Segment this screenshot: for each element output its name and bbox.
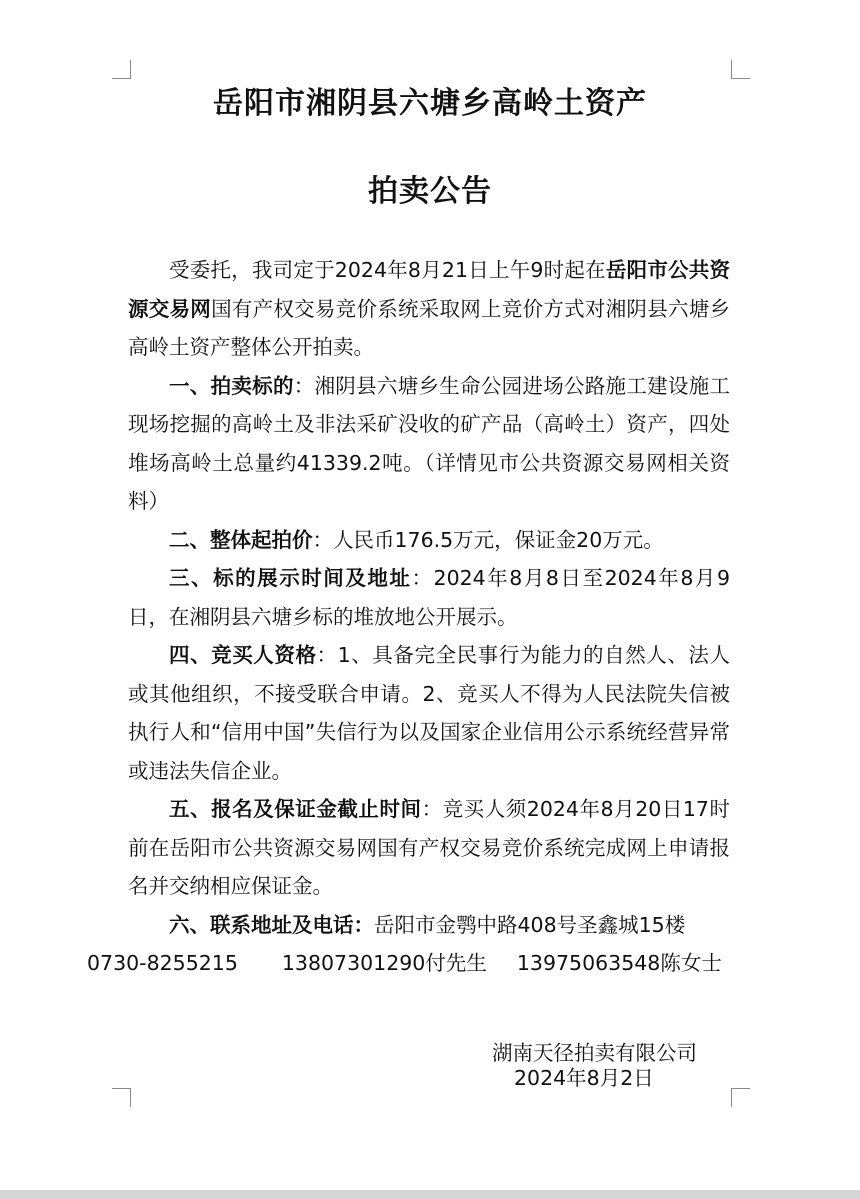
section-3-content: ：2024年8月8日至2024年8月9日，在湘阴县六塘乡标的堆放地公开展示。 — [128, 566, 731, 629]
section-5-heading: 五、报名及保证金截止时间 — [169, 797, 422, 821]
contact-address: 岳阳市金鹗中路408号圣鑫城15楼 — [374, 912, 686, 937]
section-3-heading: 三、标的展示时间及地址 — [169, 566, 412, 590]
section-4-paragraph — [128, 636, 730, 790]
corner-mark-bottom-left — [112, 1088, 131, 1107]
contact-phone-office: 0730-8255215 — [87, 951, 238, 975]
section-1-paragraph — [128, 367, 730, 521]
contact-phone-fu: 13807301290付先生 — [281, 951, 487, 975]
intro-paragraph — [128, 251, 730, 367]
section-5-paragraph — [128, 790, 730, 906]
contact-phone-chen: 13975063548陈女士 — [516, 951, 722, 975]
section-1-content: ：湘阴县六塘乡生命公园进场公路施工建设施工现场挖掘的高岭土及非法采矿没收的矿产品（高岭土）资产，四处堆场高岭土总量约41339.2吨。（详情见市公共资源交易网相关资料） — [128, 373, 731, 513]
signature-company: 湖南天径拍卖有限公司 — [492, 1041, 697, 1065]
section-3-paragraph — [128, 559, 730, 636]
section-1-heading: 一、拍卖标的 — [169, 373, 294, 398]
corner-mark-top-left — [112, 60, 131, 79]
contact-paragraph — [87, 906, 730, 983]
bottom-scroll-band — [0, 1190, 860, 1199]
section-4-heading: 四、竞买人资格 — [169, 643, 317, 667]
section-2-content: ：人民币176.5万元，保证金20万元。 — [312, 527, 664, 552]
section-4-content: ：1、具备完全民事行为能力的自然人、法人或其他组织，不接受联合申请。2、竞买人不得为人民法院失信被执行人和“信用中国”失信行为以及国家企业信用公示系统经营异常或违法失信企业。 — [128, 643, 731, 783]
document-title-line1: 岳阳市湘阴县六塘乡高岭土资产 — [213, 86, 647, 121]
document-title-line2: 拍卖公告 — [368, 174, 492, 209]
contact-heading: 六、联系地址及电话： — [169, 912, 374, 937]
section-5-content: ：竞买人须2024年8月20日17时前在岳阳市公共资源交易网国有产权交易竞价系统完成网上申请报名并交纳相应保证金。 — [128, 797, 731, 898]
document-body — [87, 251, 731, 983]
section-2-paragraph — [128, 521, 730, 560]
intro-text-a: 受委托，我司定于2024年8月21日上午9时起在 — [169, 258, 606, 282]
intro-text-bold: 岳阳市公共资源交易网 — [128, 258, 731, 321]
signature-date: 2024年8月2日 — [514, 1066, 654, 1090]
intro-text-b: 国有产权交易竞价系统采取网上竞价方式对湘阴县六塘乡高岭土资产整体公开拍卖。 — [128, 296, 731, 359]
corner-mark-top-right — [731, 60, 750, 79]
section-2-heading: 二、整体起拍价 — [169, 527, 313, 552]
